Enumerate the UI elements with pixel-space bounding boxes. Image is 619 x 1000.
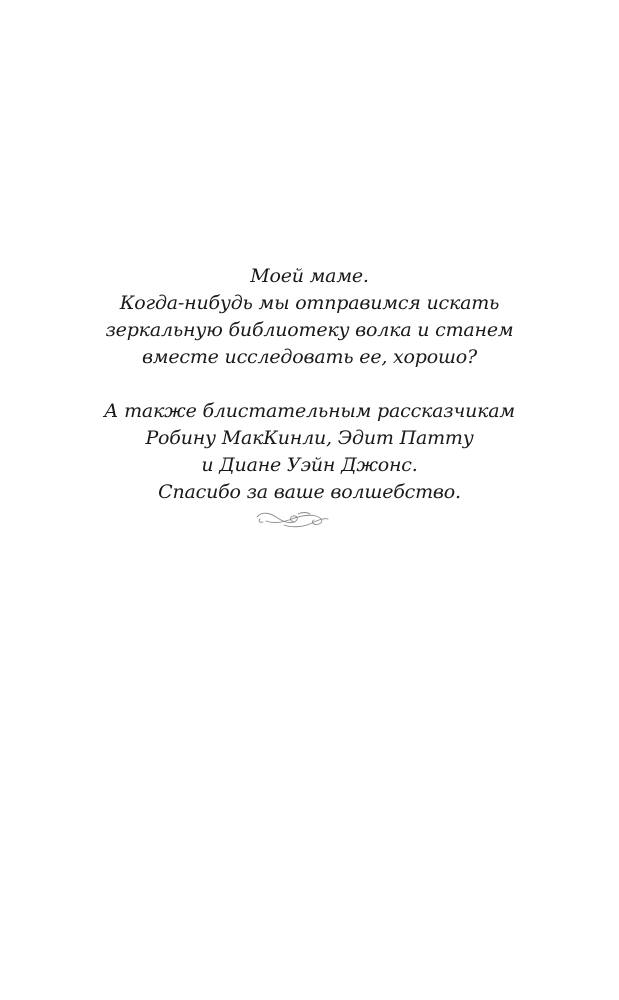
dedication-line: зеркальную библиотеку волка и станем (105, 319, 514, 341)
dedication-stanza-mother (0, 263, 619, 371)
dedication-line: Когда-нибудь мы отправимся искать (119, 292, 500, 314)
dedication-stanza-storytellers (0, 398, 619, 506)
dedication-line: А также блистательным рассказчикам (104, 400, 515, 422)
dedication-line: Робину МакКинли, Эдит Патту (145, 427, 474, 449)
dedication-line: Спасибо за ваше волшебство. (158, 481, 461, 503)
dedication-text (0, 263, 619, 506)
flourish-ornament-icon (254, 507, 330, 531)
dedication-line: и Диане Уэйн Джонс. (201, 454, 418, 476)
dedication-line: Моей маме. (250, 265, 369, 287)
dedication-line: вместе исследовать ее, хорошо? (141, 346, 478, 368)
